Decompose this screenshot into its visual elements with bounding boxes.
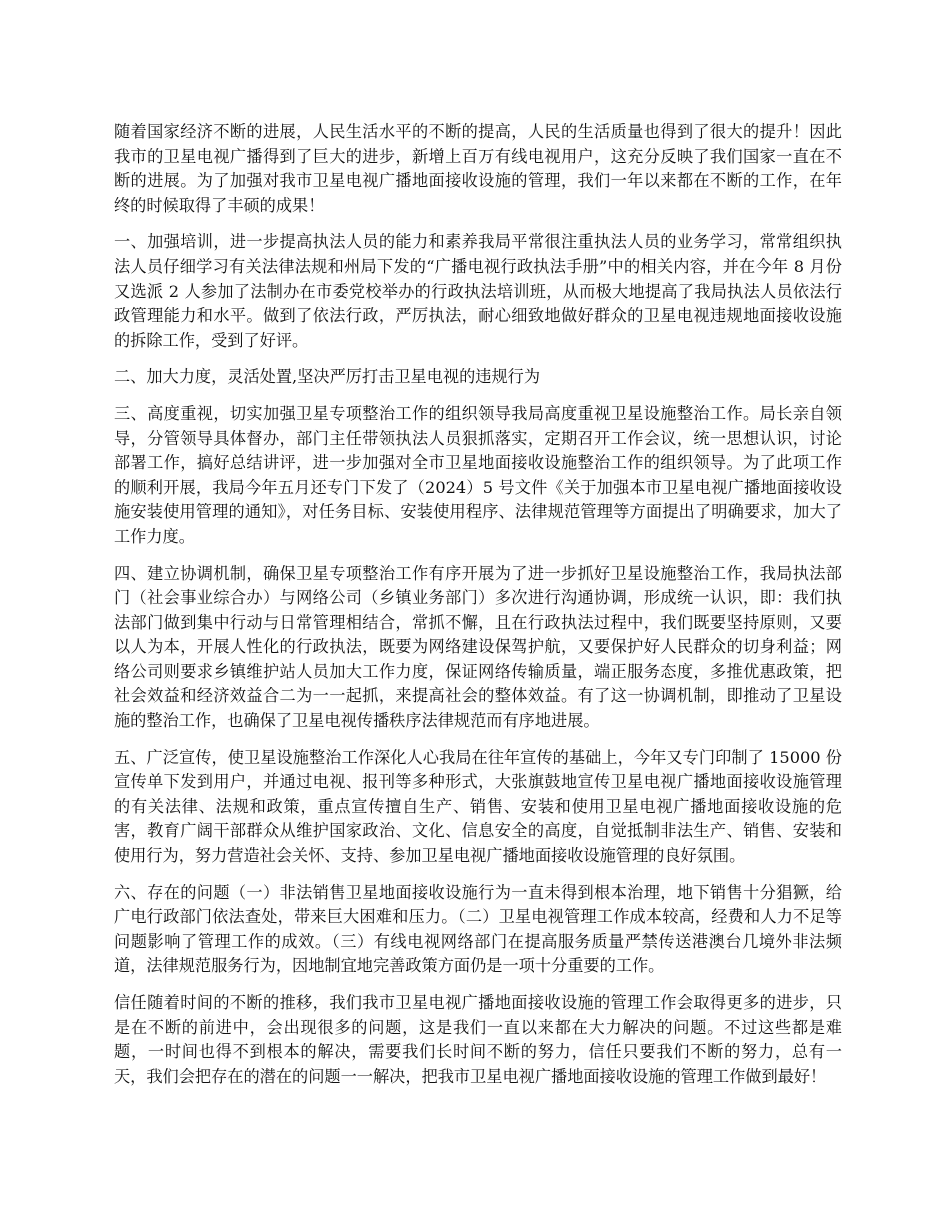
paragraph-enforcement-heading: 二、加大力度，灵活处置,坚决严厉打击卫星电视的违规行为 (114, 367, 541, 387)
paragraph-problems: 六、存在的问题（一）非法销售卫星地面接收设施行为一直未得到根本治理，地下销售十分猖獗，给广电行政部门依法查处，带来巨大困难和压力。（二）卫星电视管理工作成本较高，经费和人力不足等问题影响了管理工作的成效。（三）有线电视网络部门在提高服务质量严禁传送港澳台几境外非法频道，法律规范服务行为，因地制宜地完善政策方面仍是一项十分重要的工作。 (114, 882, 842, 976)
paragraph-coordination: 四、建立协调机制，确保卫星专项整治工作有序开展为了进一步抓好卫星设施整治工作，我局执法部门（社会事业综合办）与网络公司（乡镇业务部门）多次进行沟通协调，形成统一认识，即：我们执法部门做到集中行动与日常管理相结合，常抓不懈，且在行政执法过程中，我们既要坚持原则，又要以人为本，开展人性化的行政执法，既要为网络建设保驾护航，又要保护好人民群众的切身利益；网络公司则要求乡镇维护站人员加大工作力度，保证网络传输质量，端正服务态度，多推优惠政策，把社会效益和经济效益合二为一一起抓，来提高社会的整体效益。有了这一协调机制，即推动了卫星设施的整治工作，也确保了卫星电视传播秩序法律规范而有序地进展。 (114, 563, 842, 731)
paragraph-intro: 随着国家经济不断的进展，人民生活水平的不断的提高，人民的生活质量也得到了很大的提升！因此我市的卫星电视广播得到了巨大的进步，新增上百万有线电视用户，这充分反映了我们国家一直在不断的进展。为了加强对我市卫星电视广播地面接收设施的管理，我们一年以来都在不断的工作，在年终的时候取得了丰硕的成果！ (114, 122, 842, 215)
paragraph-training: 一、加强培训，进一步提高执法人员的能力和素养我局平常很注重执法人员的业务学习，常常组织执法人员仔细学习有关法律法规和州局下发的“广播电视行政执法手册”中的相关内容，并在今年 8 月份又选派 2 人参加了法制办在市委党校举办的行政执法培训班，从而极大地提高了我局执法人员依法行政管理能力和水平。做到了依法行政，严厉执法，耐心细致地做好群众的卫星电视违规地面接收设施的拆除工作，受到了好评。 (114, 232, 842, 350)
paragraph-conclusion: 信任随着时间的不断的推移，我们我市卫星电视广播地面接收设施的管理工作会取得更多的进步，只是在不断的前进中，会出现很多的问题，这是我们一直以来都在大力解决的问题。不过这些都是难题，一时间也得不到根本的解决，需要我们长时间不断的努力，信任只要我们不断的努力，总有一天，我们会把存在的潜在的问题一一解决，把我市卫星电视广播地面接收设施的管理工作做到最好！ (114, 993, 842, 1086)
paragraph-publicity: 五、广泛宣传，使卫星设施整治工作深化人心我局在往年宣传的基础上，今年又专门印制了 15000 份宣传单下发到用户，并通过电视、报刊等多种形式，大张旗鼓地宣传卫星电视广播地面接收设施管理的有关法律、法规和政策，重点宣传擅自生产、销售、安装和使用卫星电视广播地面接收设施的危害，教育广阔干部群众从维护国家政治、文化、信息安全的高度，自觉抵制非法生产、销售、安装和使用行为，努力营造社会关怀、支持、参加卫星电视广播地面接收设施管理的良好氛围。 (114, 747, 842, 866)
paragraph-leadership: 三、高度重视，切实加强卫星专项整治工作的组织领导我局高度重视卫星设施整治工作。局长亲自领导，分管领导具体督办，部门主任带领执法人员狠抓落实，定期召开工作会议，统一思想认识，讨论部署工作，搞好总结讲评，进一步加强对全市卫星地面接收设施整治工作的组织领导。为了此项工作的顺利开展，我局今年五月还专门下发了（2024）5 号文件《关于加强本市卫星电视广播地面接收设施安装使用管理的通知》，对任务目标、安装使用程序、法律规范管理等方面提出了明确要求，加大了工作力度。 (114, 403, 842, 546)
document-body (114, 120, 842, 1101)
